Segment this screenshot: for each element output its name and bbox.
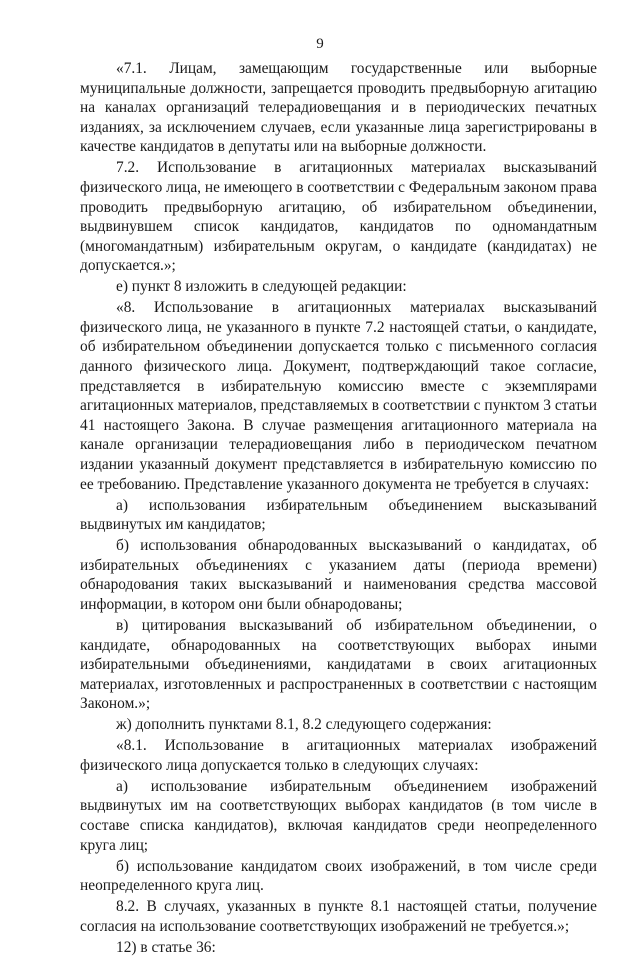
paragraph-8-1-b: б) использование кандидатом своих изображений, в том числе среди неопределенного круга лиц. [80,857,597,895]
paragraph-8-b: б) использования обнародованных высказываний о кандидатах, об избирательных объединениях с указанием даты (периода времени) обнародования таких высказываний и наименования средства массовой информации, в котором они были обнародованы; [80,537,597,613]
paragraph-12: 12) в статье 36: [116,938,216,956]
paragraph-8-1-a: а) использование избирательным объединением изображений выдвинутых им на соответствующих выборах кандидатов (в том числе в составе списка кандидатов), включая кандидатов среди неопределенного круга лиц; [80,777,597,854]
page-number: 9 [316,36,324,52]
paragraph-8-1: «8.1. Использование в агитационных материалах изображений физического лица допускается только в следующих случаях: [80,737,597,774]
paragraph-zh: ж) дополнить пунктами 8.1, 8.2 следующего содержания: [116,716,492,734]
paragraph-8-2: 8.2. В случаях, указанных в пункте 8.1 настоящей статьи, получение согласия на использование соответствующих изображений не требуется.»; [80,898,597,935]
document-body [80,59,597,959]
paragraph-7-1: «7.1. Лицам, замещающим государственные или выборные муниципальные должности, запрещается проводить предвыборную агитацию на каналах организаций телерадиовещания и в периодических печатных изданиях, за исключением случаев, если указанные лица зарегистрированы в качестве кандидатов в депутаты или на выборные должности. [80,60,597,156]
paragraph-8-v: в) цитирования высказываний об избирательном объединении, о кандидате, обнародованных на соответствующих выборах иными избирательными объединениями, кандидатами в своих агитационных материалах, изготовленных и распространенных в соответствии с настоящим Законом.»; [80,616,597,713]
paragraph-8: «8. Использование в агитационных материалах высказываний физического лица, не указанного в пункте 7.2 настоящей статьи, о кандидате, об избирательном объединении допускается только с письменного согласия данного физического лица. Документ, подтверждающий такое согласие, представляется в избирательную комиссию вместе с экземплярами агитационных материалов, представляемых в соответствии с пунктом 3 статьи 41 настоящего Закона. В случае размещения агитационного материала на канале организации телерадиовещания либо в периодическом печатном издании указанный документ представляется в избирательную комиссию по ее требованию. Представление указанного документа не требуется в случаях: [80,299,598,493]
paragraph-e: е) пункт 8 изложить в следующей редакции: [116,278,407,296]
paragraph-8-a: а) использования избирательным объединением высказываний выдвинутых им кандидатов; [80,496,597,534]
paragraph-7-2: 7.2. Использование в агитационных материалах высказываний физического лица, не имеющего в соответствии с Федеральным законом права проводить предвыборную агитацию, об избирательном объединении, выдвинувшем список кандидатов, кандидатов по одномандатным (многомандатным) избирательным округам, о кандидате (кандидатах) не допускается.»; [80,159,597,275]
